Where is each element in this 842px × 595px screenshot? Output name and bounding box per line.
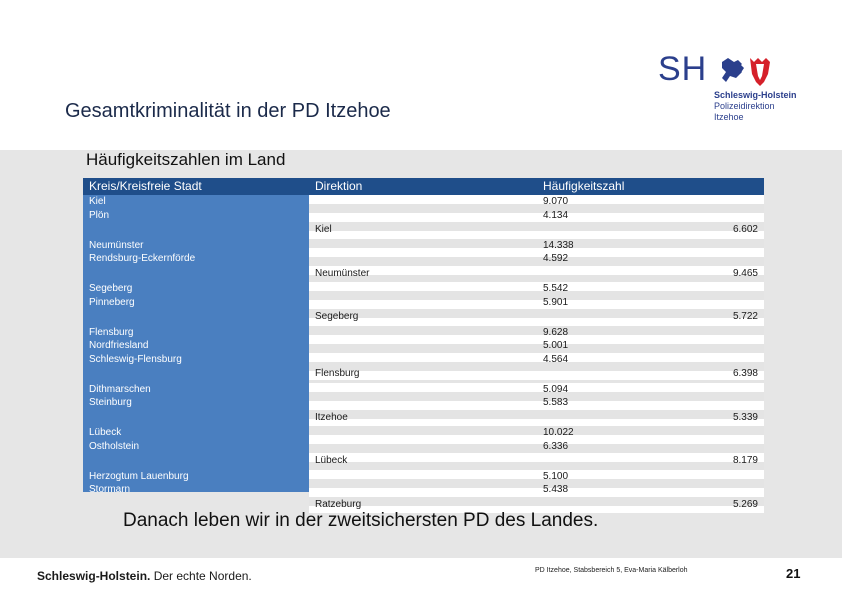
row-stripe [309, 222, 764, 231]
row-stripe [309, 444, 764, 453]
kreis-value-cell: 5.542 [543, 283, 569, 294]
row-stripe [309, 248, 764, 257]
kreis-value-cell: 5.001 [543, 340, 569, 351]
row-stripe [309, 371, 764, 380]
row-stripe [309, 291, 764, 300]
row-stripe [309, 419, 764, 427]
footer-brand [37, 569, 252, 583]
direktion-value-cell: 5.722 [732, 311, 758, 322]
logo-mark: SH [658, 50, 708, 88]
kreis-value-cell: 9.070 [543, 196, 569, 207]
column-header-kreis: Kreis/Kreisfreie Stadt [83, 178, 309, 195]
conclusion-text: Danach leben wir in der zweitsichersten PD des Landes. [123, 510, 599, 531]
kreis-value-cell: 5.100 [543, 470, 569, 482]
row-stripe [309, 309, 764, 318]
kreis-value-cell: 14.338 [543, 239, 574, 251]
row-stripe [309, 275, 764, 283]
row-stripe [309, 213, 764, 222]
row-stripe [309, 470, 764, 479]
coat-of-arms-icon [720, 54, 780, 90]
column-header-haeufigkeitszahl: Häufigkeitszahl [537, 178, 764, 195]
direktion-cell: Ratzeburg [315, 498, 362, 510]
direktion-cell: Segeberg [315, 311, 359, 322]
row-stripe [309, 479, 764, 488]
kreis-cell: Nordfriesland [89, 340, 149, 351]
kreis-cell: Plön [89, 209, 110, 221]
kreis-cell: Flensburg [89, 326, 134, 338]
kreis-cell: Dithmarschen [89, 383, 151, 395]
row-stripe [309, 257, 764, 266]
row-stripe [309, 231, 764, 239]
row-stripe [309, 426, 764, 435]
kreis-value-cell: 10.022 [543, 427, 574, 438]
footer-brand-rest: Der echte Norden. [150, 569, 252, 583]
direktion-value-cell: 9.465 [732, 267, 758, 279]
kreis-cell: Stormarn [89, 484, 131, 495]
direktion-value-cell: 6.398 [732, 368, 758, 379]
kreis-value-cell: 6.336 [543, 440, 569, 452]
direktion-cell: Flensburg [315, 368, 360, 379]
kreis-value-cell: 4.592 [543, 253, 569, 264]
logo-line-2: Polizeidirektion [714, 101, 775, 111]
row-stripe [309, 453, 764, 462]
row-stripe [309, 462, 764, 470]
row-stripe [309, 204, 764, 213]
row-stripe [309, 488, 764, 497]
kreis-cell: Pinneberg [89, 296, 135, 308]
direktion-value-cell: 6.602 [732, 224, 758, 235]
row-stripe [309, 318, 764, 326]
logo-line-1: Schleswig-Holstein [714, 90, 797, 100]
kreis-value-cell: 5.901 [543, 296, 569, 308]
page-number: 21 [786, 566, 801, 581]
row-stripe [309, 335, 764, 344]
kreis-cell: Herzogtum Lauenburg [89, 470, 189, 482]
section-subtitle: Häufigkeitszahlen im Land [86, 150, 286, 169]
footer-meta: PD Itzehoe, Stabsbereich 5, Eva-Maria Kälberloh [535, 567, 688, 574]
kreis-value-cell: 9.628 [543, 326, 569, 338]
kreis-cell: Steinburg [89, 397, 132, 408]
row-stripe [309, 401, 764, 410]
kreis-cell: Neumünster [89, 239, 144, 251]
row-stripe [309, 195, 764, 204]
kreis-cell: Ostholstein [89, 440, 140, 452]
direktion-cell: Neumünster [315, 267, 370, 279]
row-stripe [309, 435, 764, 444]
row-stripe [309, 392, 764, 401]
kreis-cell: Kiel [89, 196, 106, 207]
kreis-value-cell: 4.564 [543, 353, 569, 365]
direktion-value-cell: 5.339 [732, 411, 758, 423]
row-stripe [309, 300, 764, 309]
kreis-value-cell: 5.438 [543, 484, 569, 495]
row-stripe [309, 497, 764, 506]
footer-brand-bold: Schleswig-Holstein. [37, 569, 151, 583]
direktion-value-cell: 5.269 [732, 498, 758, 510]
kreis-cell: Lübeck [89, 427, 122, 438]
sh-logo [658, 50, 834, 126]
logo-line-3: Itzehoe [714, 112, 744, 122]
row-stripe [309, 410, 764, 419]
kreis-value-cell: 4.134 [543, 209, 569, 221]
kreis-cell: Segeberg [89, 283, 133, 294]
row-stripe [309, 353, 764, 362]
kreis-value-cell: 5.094 [543, 383, 569, 395]
row-stripe [309, 344, 764, 353]
direktion-cell: Itzehoe [315, 411, 348, 423]
row-stripe [309, 326, 764, 335]
kreis-value-cell: 5.583 [543, 397, 569, 408]
kreis-cell: Schleswig-Flensburg [89, 353, 182, 365]
frequency-table [83, 178, 764, 510]
column-header-direktion: Direktion [309, 178, 537, 195]
row-stripe [309, 383, 764, 392]
row-stripe [309, 362, 764, 371]
direktion-cell: Kiel [315, 224, 332, 235]
kreis-cell: Rendsburg-Eckernförde [89, 253, 196, 264]
direktion-value-cell: 8.179 [732, 455, 758, 466]
row-stripe [309, 266, 764, 275]
row-stripe [309, 282, 764, 291]
direktion-cell: Lübeck [315, 455, 348, 466]
row-stripe [309, 239, 764, 248]
page-title: Gesamtkriminalität in der PD Itzehoe [65, 100, 391, 122]
